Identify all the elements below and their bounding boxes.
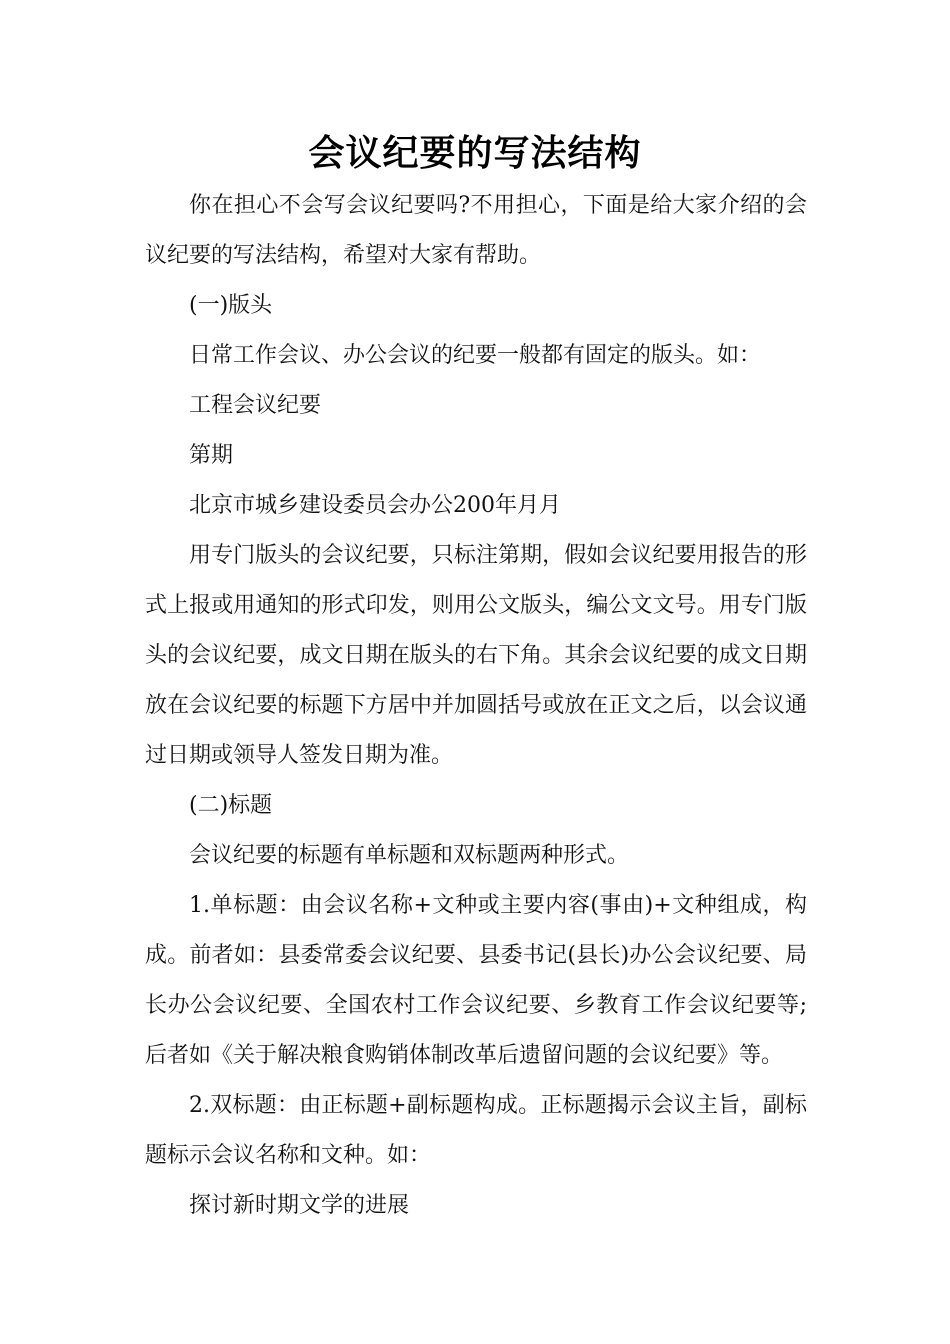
- paragraph-single-title: 1.单标题：由会议名称+文种或主要内容(事由)+文种组成，构成。前者如：县委常委会议纪要、县委书记(县长)办公会议纪要、局长办公会议纪要、全国农村工作会议纪要、乡教育工作会议纪要等;后者如《关于解决粮食购销体制改革后遗留问题的会议纪要》等。: [145, 893, 807, 1068]
- example-masthead-issue: 第期: [189, 443, 234, 468]
- paragraph-title-forms: 会议纪要的标题有单标题和双标题两种形式。: [189, 843, 630, 868]
- example-masthead-name: 工程会议纪要: [189, 393, 322, 418]
- section-heading-title: (二)标题: [189, 793, 273, 818]
- section-heading-masthead: (一)版头: [189, 293, 273, 318]
- document-title: 会议纪要的写法结构: [308, 132, 642, 174]
- paragraph-double-title: 2.双标题：由正标题+副标题构成。正标题揭示会议主旨，副标题标示会议名称和文种。如：: [145, 1093, 807, 1168]
- paragraph-masthead-rules: 用专门版头的会议纪要，只标注第期，假如会议纪要用报告的形式上报或用通知的形式印发，则用公文版头，编公文文号。用专门版头的会议纪要，成文日期在版头的右下角。其余会议纪要的成文日期放在会议纪要的标题下方居中并加圆括号或放在正文之后，以会议通过日期或领导人签发日期为准。: [145, 543, 807, 768]
- document-body: [145, 181, 807, 1231]
- example-masthead-office: 北京市城乡建设委员会办公200年月月: [189, 493, 561, 518]
- example-double-title: 探讨新时期文学的进展: [189, 1193, 410, 1218]
- paragraph-intro: 你在担心不会写会议纪要吗?不用担心，下面是给大家介绍的会议纪要的写法结构，希望对大家有帮助。: [145, 193, 807, 268]
- paragraph-masthead-intro: 日常工作会议、办公会议的纪要一般都有固定的版头。如：: [189, 343, 762, 368]
